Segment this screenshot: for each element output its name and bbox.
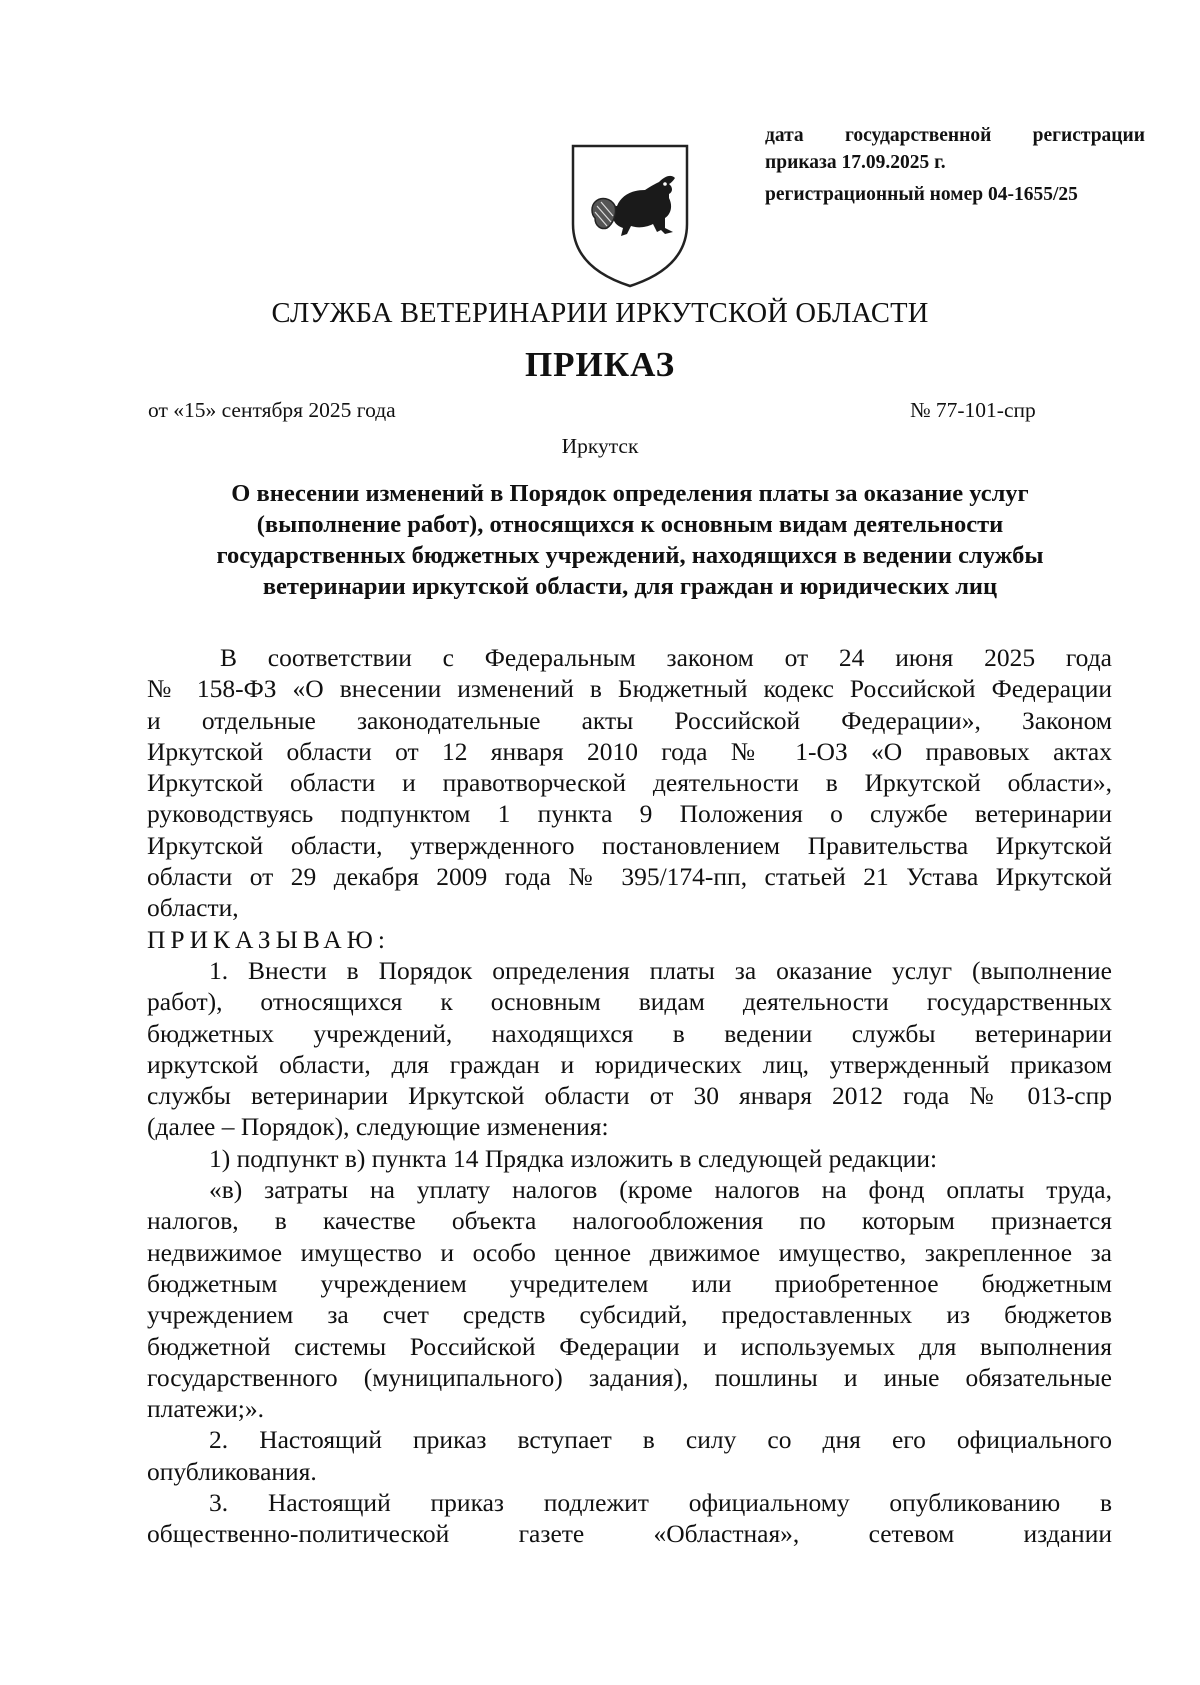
body-line: В соответствии с Федеральным законом от 24 июня 2025 года — [220, 643, 1112, 672]
body-line: «в) затраты на уплату налогов (кроме налогов на фонд оплаты труда, — [209, 1175, 1112, 1205]
body-line: области, — [147, 893, 239, 923]
city: Иркутск — [561, 434, 639, 458]
body-line: государственного (муниципального) задания), пошлины и иные обязательные — [147, 1362, 1112, 1392]
body-line: бюджетным учреждением учредителем или приобретенное бюджетным — [147, 1268, 1112, 1298]
body-line: бюджетной системы Российской Федерации и используемых для выполнения — [147, 1331, 1112, 1361]
body-line: иркутской области, для граждан и юридических лиц, утвержденный приказом — [147, 1049, 1112, 1079]
body-line: платежи;». — [147, 1394, 264, 1424]
body-line: Иркутской области, утвержденного постановлением Правительства Иркутской — [147, 830, 1112, 860]
order-number: № 77-101-спр — [910, 398, 1036, 422]
document-type: ПРИКАЗ — [524, 345, 676, 384]
irkutsk-coat-of-arms-icon — [565, 140, 695, 290]
body-line: области от 29 декабря 2009 года № 395/174-пп, статьей 21 Устава Иркутской — [147, 862, 1112, 892]
registration-line: дата государственной регистрации — [765, 125, 1145, 146]
title-line: О внесении изменений в Порядок определения платы за оказание услуг — [231, 480, 1029, 507]
title-line: (выполнение работ), относящихся к основным видам деятельности — [256, 511, 1004, 538]
title-line: ветеринарии иркутской области, для граждан и юридических лиц — [262, 573, 998, 600]
body-line: и отдельные законодательные акты Российской Федерации», Законом — [147, 705, 1112, 735]
body-line: № 158-ФЗ «О внесении изменений в Бюджетный кодекс Российской Федерации — [147, 674, 1112, 704]
body-line: работ), относящихся к основным видам деятельности государственных — [147, 987, 1112, 1017]
body-line: Иркутской области от 12 января 2010 года № 1-ОЗ «О правовых актах — [147, 736, 1112, 766]
body-line: службы ветеринарии Иркутской области от 30 января 2012 года № 013-спр — [147, 1081, 1112, 1111]
body-line: общественно-политической газете «Областная», сетевом издании — [147, 1519, 1112, 1549]
body-line: руководствуясь подпунктом 1 пункта 9 Положения о службе ветеринарии — [147, 799, 1112, 829]
body-line: опубликования. — [147, 1456, 317, 1486]
order-body — [147, 642, 1112, 1550]
body-line: 3. Настоящий приказ подлежит официальному опубликованию в — [209, 1488, 1112, 1518]
registration-line: приказа 17.09.2025 г. — [765, 152, 946, 173]
body-line: (далее – Порядок), следующие изменения: — [147, 1112, 609, 1142]
registration-stamp — [765, 122, 1145, 208]
body-line: учреждением за счет средств субсидий, предоставленных из бюджетов — [147, 1300, 1112, 1330]
registration-line: регистрационный номер 04-1655/25 — [765, 184, 1078, 205]
title-line: государственных бюджетных учреждений, находящихся в ведении службы — [216, 542, 1044, 569]
body-line: бюджетных учреждений, находящихся в ведении службы ветеринарии — [147, 1018, 1112, 1048]
agency-name: СЛУЖБА ВЕТЕРИНАРИИ ИРКУТСКОЙ ОБЛАСТИ — [271, 298, 929, 329]
body-line: 1) подпункт в) пункта 14 Прядка изложить в следующей редакции: — [209, 1143, 938, 1173]
body-line: 2. Настоящий приказ вступает в силу со дня его официального — [209, 1425, 1112, 1455]
body-line: Иркутской области и правотворческой деятельности в Иркутской области», — [147, 768, 1112, 798]
body-line: налогов, в качестве объекта налогообложения по которым признается — [147, 1206, 1112, 1236]
order-title — [140, 478, 1120, 602]
order-date: от «15» сентября 2025 года — [148, 398, 396, 422]
body-line: 1. Внести в Порядок определения платы за оказание услуг (выполнение — [209, 955, 1112, 985]
body-line: ПРИКАЗЫВАЮ: — [147, 924, 390, 954]
body-line: недвижимое имущество и особо ценное движимое имущество, закрепленное за — [147, 1237, 1112, 1267]
